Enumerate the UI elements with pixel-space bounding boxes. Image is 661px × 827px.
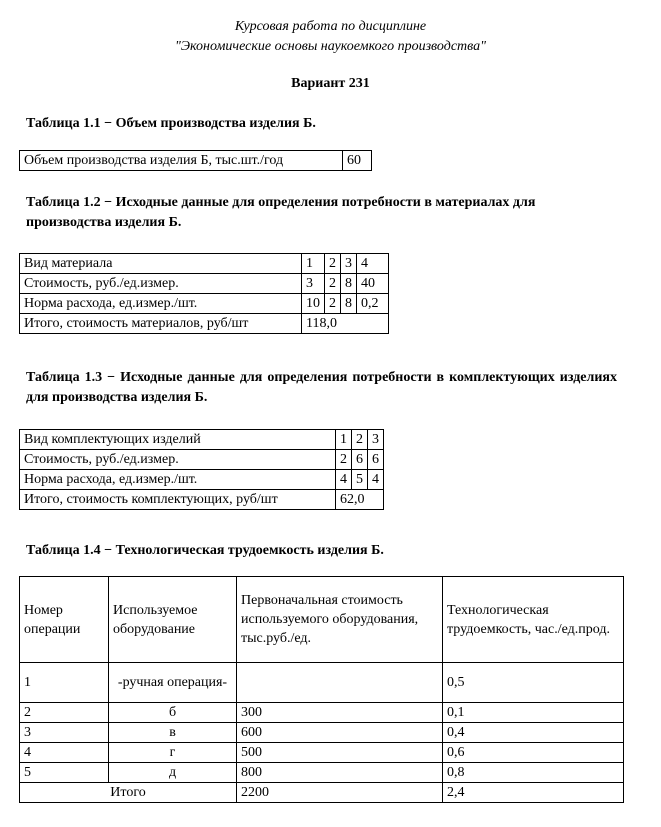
table-cell: 0,2	[357, 294, 389, 314]
table-cell: б	[109, 703, 237, 723]
variant-title: Вариант 231	[291, 76, 370, 91]
table-1-4-caption: Таблица 1.4 − Технологическая трудоемкость изделия Б.	[26, 543, 384, 558]
table-cell: г	[109, 743, 237, 763]
table-cell: 0,8	[443, 763, 624, 783]
table-row	[20, 430, 384, 450]
table-cell: 3	[302, 274, 325, 294]
table-cell: 8	[341, 294, 357, 314]
table-row	[20, 450, 384, 470]
table-cell: 3	[20, 723, 109, 743]
table-header-cell: Номер операции	[20, 577, 109, 663]
table-cell: Норма расхода, ед.измер./шт.	[20, 470, 336, 490]
table-row	[20, 663, 624, 703]
table-cell: Итого, стоимость комплектующих, руб/шт	[20, 490, 336, 510]
table-cell: 4	[336, 470, 352, 490]
table-cell: 2,4	[443, 783, 624, 803]
table-cell: 5	[20, 763, 109, 783]
table-cell: 2	[352, 430, 368, 450]
table-cell: 2200	[237, 783, 443, 803]
table-cell: Стоимость, руб./ед.измер.	[20, 274, 302, 294]
table-cell: 5	[352, 470, 368, 490]
table-cell: Норма расхода, ед.измер./шт.	[20, 294, 302, 314]
table-1-1	[19, 150, 372, 171]
table-header-row	[20, 577, 624, 663]
table-row	[20, 703, 624, 723]
table-cell: Вид материала	[20, 254, 302, 274]
discipline-title: "Экономические основы наукоемкого производства"	[174, 39, 486, 54]
table-row	[20, 763, 624, 783]
table-cell: 2	[20, 703, 109, 723]
table-row	[20, 743, 624, 763]
table-row	[20, 254, 389, 274]
table-row	[20, 151, 372, 171]
table-cell: 2	[325, 274, 341, 294]
table-cell: 6	[352, 450, 368, 470]
table-cell: 3	[341, 254, 357, 274]
table-cell: 300	[237, 703, 443, 723]
table-cell: Итого	[20, 783, 237, 803]
table-1-2	[19, 253, 389, 334]
table-cell: 0,1	[443, 703, 624, 723]
table-cell: 10	[302, 294, 325, 314]
table-cell: 0,4	[443, 723, 624, 743]
table-cell: 600	[237, 723, 443, 743]
table-cell: 6	[368, 450, 384, 470]
table-header-cell: Первоначальная стоимость используемого оборудования, тыс.руб./ед.	[237, 577, 443, 663]
table-cell: 118,0	[302, 314, 389, 334]
table-cell: Стоимость, руб./ед.измер.	[20, 450, 336, 470]
table-1-1-caption: Таблица 1.1 − Объем производства изделия Б.	[26, 116, 316, 131]
table-row	[20, 723, 624, 743]
table-cell: Вид комплектующих изделий	[20, 430, 336, 450]
table-cell: 40	[357, 274, 389, 294]
table-header-cell: Технологическая трудоемкость, час./ед.прод.	[443, 577, 624, 663]
table-cell: 0,6	[443, 743, 624, 763]
table-cell: 4	[368, 470, 384, 490]
table-cell: 4	[357, 254, 389, 274]
table-cell: 1	[336, 430, 352, 450]
table-row	[20, 470, 384, 490]
table-cell: 3	[368, 430, 384, 450]
table-cell: Итого, стоимость материалов, руб/шт	[20, 314, 302, 334]
table-header-cell: Используемое оборудование	[109, 577, 237, 663]
table-cell: 0,5	[443, 663, 624, 703]
table-cell: 2	[336, 450, 352, 470]
table-cell	[237, 663, 443, 703]
table-cell: 62,0	[336, 490, 384, 510]
table-cell: 1	[302, 254, 325, 274]
table-1-4	[19, 576, 624, 803]
table-cell: 8	[341, 274, 357, 294]
table-cell: 800	[237, 763, 443, 783]
table-cell: д	[109, 763, 237, 783]
table-cell: -ручная операция-	[109, 663, 237, 703]
table-row	[20, 314, 389, 334]
table-cell: Объем производства изделия Б, тыс.шт./год	[20, 151, 343, 171]
table-cell: 2	[325, 254, 341, 274]
table-total-row	[20, 783, 624, 803]
table-1-3-caption: Таблица 1.3 − Исходные данные для определения потребности в комплектующих изделиях для производства изделия Б.	[26, 370, 617, 405]
table-1-3	[19, 429, 384, 510]
course-title: Курсовая работа по дисциплине	[234, 19, 427, 34]
table-row	[20, 294, 389, 314]
table-cell: 4	[20, 743, 109, 763]
table-cell: 60	[343, 151, 372, 171]
table-cell: в	[109, 723, 237, 743]
table-cell: 500	[237, 743, 443, 763]
table-row	[20, 274, 389, 294]
table-row	[20, 490, 384, 510]
table-cell: 1	[20, 663, 109, 703]
table-1-2-caption: Таблица 1.2 − Исходные данные для определения потребности в материалах для производства изделия Б.	[26, 195, 536, 230]
table-cell: 2	[325, 294, 341, 314]
